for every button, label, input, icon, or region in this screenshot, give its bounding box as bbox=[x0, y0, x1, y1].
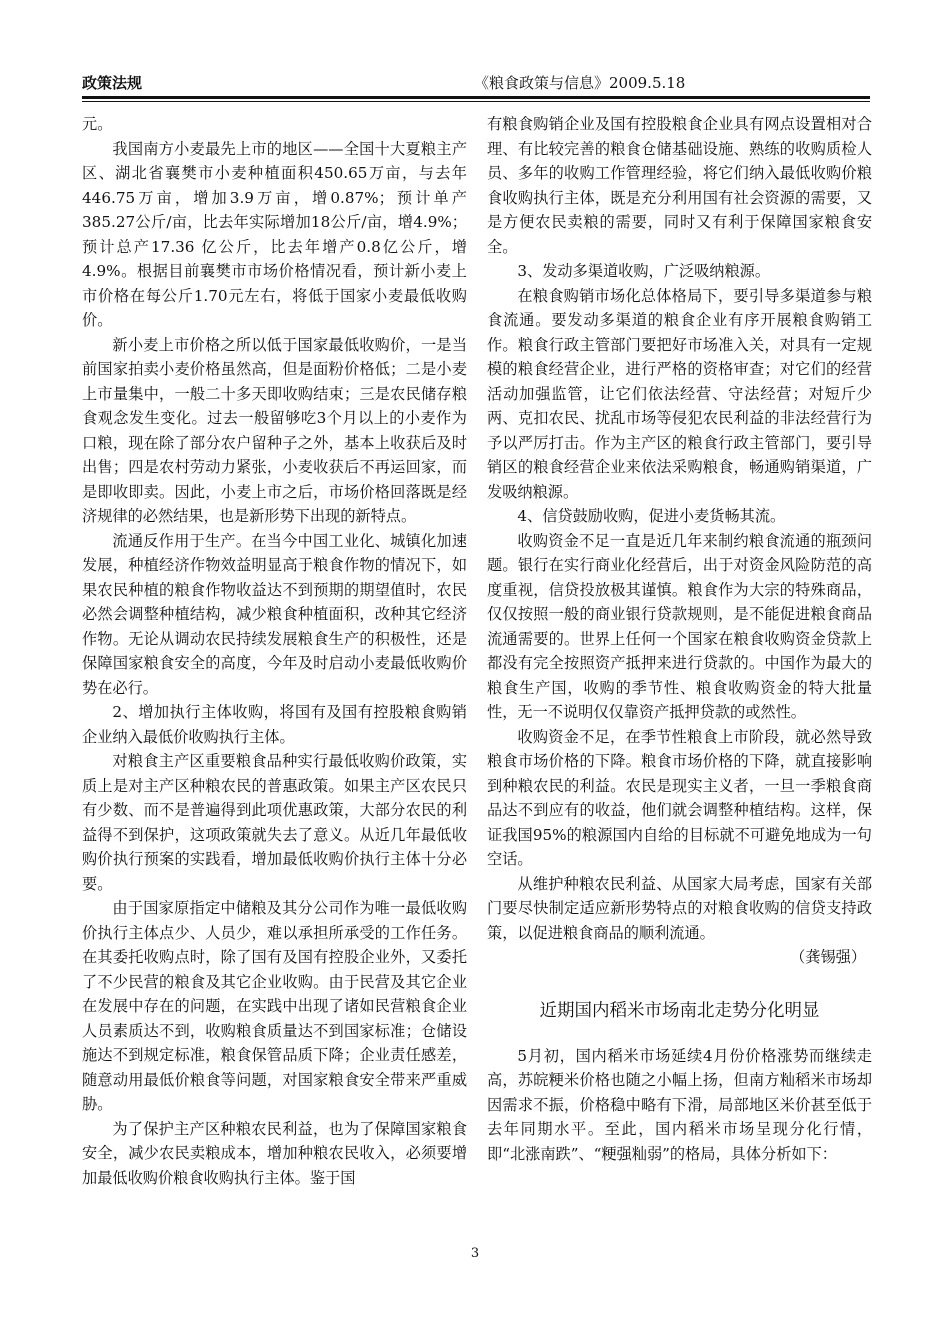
header-rule-thin bbox=[82, 101, 870, 102]
subheading: 3、发动多渠道收购，广泛吸纳粮源。 bbox=[517, 262, 771, 280]
paragraph: 在粮食购销市场化总体格局下，要引导多渠道参与粮食流通。要发动多渠道的粮食企业有序开展粮食购销工作。粮食行政主管部门要把好市场准入关，对具有一定规模的粮食经营企业，进行严格的资格审查；对它们的经营活动加强监管，让它们依法经营、守法经营；对短斤少两、克扣农民、扰乱市场等侵犯农民利益的非法经营行为予以严厉打击。作为主产区的粮食行政主管部门，要引导销区的粮食经营企业来依法采购粮食，畅通购销渠道，广发吸纳粮源。 bbox=[487, 286, 872, 501]
journal-issue: 《粮食政策与信息》2009.5.18 bbox=[474, 74, 686, 92]
author-signature: （龚锡强） bbox=[790, 948, 866, 966]
paragraph: 收购资金不足，在季节性粮食上市阶段，就必然导致粮食市场价格的下降。粮食市场价格的下降，就直接影响到种粮农民的利益。农民是现实主义者，一旦一季粮食商品达不到应有的收益，他们就会调整种植结构。这样，保证我国95%的粮源国内自给的目标就不可避免地成为一句空话。 bbox=[487, 727, 872, 868]
paragraph: 有粮食购销企业及国有控股粮食企业具有网点设置相对合理、有比较完善的粮食仓储基础设施、熟练的收购质检人员、多年的收购工作管理经验，将它们纳入最低收购价粮食收购执行主体，既是充分利用国有社会资源的需要，又是方便农民卖粮的需要，同时又有利于保障国家粮食安全。 bbox=[487, 115, 872, 256]
header-rule-thick bbox=[82, 96, 870, 99]
right-column bbox=[487, 112, 872, 1166]
paragraph: 流通反作用于生产。在当今中国工业化、城镇化加速发展，种植经济作物效益明显高于粮食作物的情况下，如果农民种植的粮食作物收益达不到预期的期望值时，农民必然会调整种植结构，减少粮食种植面积，改种其它经济作物。无论从调动农民持续发展粮食生产的积极性，还是保障国家粮食安全的高度，今年及时启动小麦最低收购价势在必行。 bbox=[82, 531, 467, 697]
page-header bbox=[82, 70, 870, 96]
page-number: 3 bbox=[470, 1246, 480, 1261]
article-title: 近期国内稻米市场南北走势分化明显 bbox=[539, 1000, 820, 1021]
paragraph: 5月初，国内稻米市场延续4月份价格涨势而继续走高，苏皖粳米价格也随之小幅上扬，但南方籼稻米市场却因需求不振，价格稳中略有下滑，局部地区米价甚至低于去年同期水平。至此，国内稻米市场呈现分化行情，即“北涨南跌”、“粳强籼弱”的格局，具体分析如下： bbox=[487, 1046, 872, 1163]
paragraph: 从维护种粮农民利益、从国家大局考虑，国家有关部门要尽快制定适应新形势特点的对粮食收购的信贷支持政策，以促进粮食商品的顺利流通。 bbox=[487, 874, 872, 942]
subheading: 2、增加执行主体收购，将国有及国有控股粮食购销企业纳入最低价收购执行主体。 bbox=[82, 703, 467, 746]
subheading: 4、信贷鼓励收购，促进小麦货畅其流。 bbox=[517, 507, 786, 525]
paragraph: 对粮食主产区重要粮食品种实行最低收购价政策，实质上是对主产区种粮农民的普惠政策。如果主产区农民只有少数、而不是普遍得到此项优惠政策，大部分农民的利益得不到保护，这项政策就失去了意义。从近几年最低收购价执行预案的实践看，增加最低收购价执行主体十分必要。 bbox=[82, 752, 467, 893]
paragraph: 我国南方小麦最先上市的地区——全国十大夏粮主产区、湖北省襄樊市小麦种植面积450.65万亩，与去年446.75万亩，增加3.9万亩，增0.87%；预计单产385.27公斤/亩，比去年实际增加18公斤/亩，增4.9%；预计总产17.36 亿公斤，比去年增产0.8亿公斤，增4.9%。根据目前襄樊市市场价格情况看，预计新小麦上市价格在每公斤1.70元左右，将低于国家小麦最低收购价。 bbox=[82, 139, 467, 329]
section-label: 政策法规 bbox=[82, 74, 143, 92]
paragraph: 为了保护主产区种粮农民利益，也为了保障国家粮食安全，减少农民卖粮成本，增加种粮农民收入，必须要增加最低收购价粮食收购执行主体。鉴于国 bbox=[82, 1119, 467, 1187]
paragraph: 新小麦上市价格之所以低于国家最低收购价，一是当前国家拍卖小麦价格虽然高，但是面粉价格低；二是小麦上市量集中，一般二十多天即收购结束；三是农民储存粮食观念发生变化。过去一般留够吃3个月以上的小麦作为口粮，现在除了部分农户留种子之外，基本上收获后及时出售；四是农村劳动力紧张，小麦收获后不再运回家，而是即收即卖。因此，小麦上市之后，市场价格回落既是经济规律的必然结果，也是新形势下出现的新特点。 bbox=[82, 335, 467, 525]
paragraph: 由于国家原指定中储粮及其分公司作为唯一最低收购价执行主体点少、人员少，难以承担所承受的工作任务。在其委托收购点时，除了国有及国有控股企业外，又委托了不少民营的粮食及其它企业收购。由于民营及其它企业在发展中存在的问题，在实践中出现了诸如民营粮食企业人员素质达不到，收购粮食质量达不到国家标准；仓储设施达不到规定标准，粮食保管品质下降；企业责任感差，随意动用最低价粮食等问题，对国家粮食安全带来严重威胁。 bbox=[82, 899, 467, 1113]
paragraph: 元。 bbox=[82, 115, 113, 133]
paragraph: 收购资金不足一直是近几年来制约粮食流通的瓶颈问题。银行在实行商业化经营后，出于对资金风险防范的高度重视，信贷投放极其谨慎。粮食作为大宗的特殊商品，仅仅按照一般的商业银行贷款规则，是不能促进粮食商品流通需要的。世界上任何一个国家在粮食收购资金贷款上都没有完全按照资产抵押来进行贷款的。中国作为最大的粮食生产国，收购的季节性、粮食收购资金的特大批量性，无一不说明仅仅靠资产抵押贷款的或然性。 bbox=[487, 531, 872, 721]
left-column bbox=[82, 112, 467, 1190]
